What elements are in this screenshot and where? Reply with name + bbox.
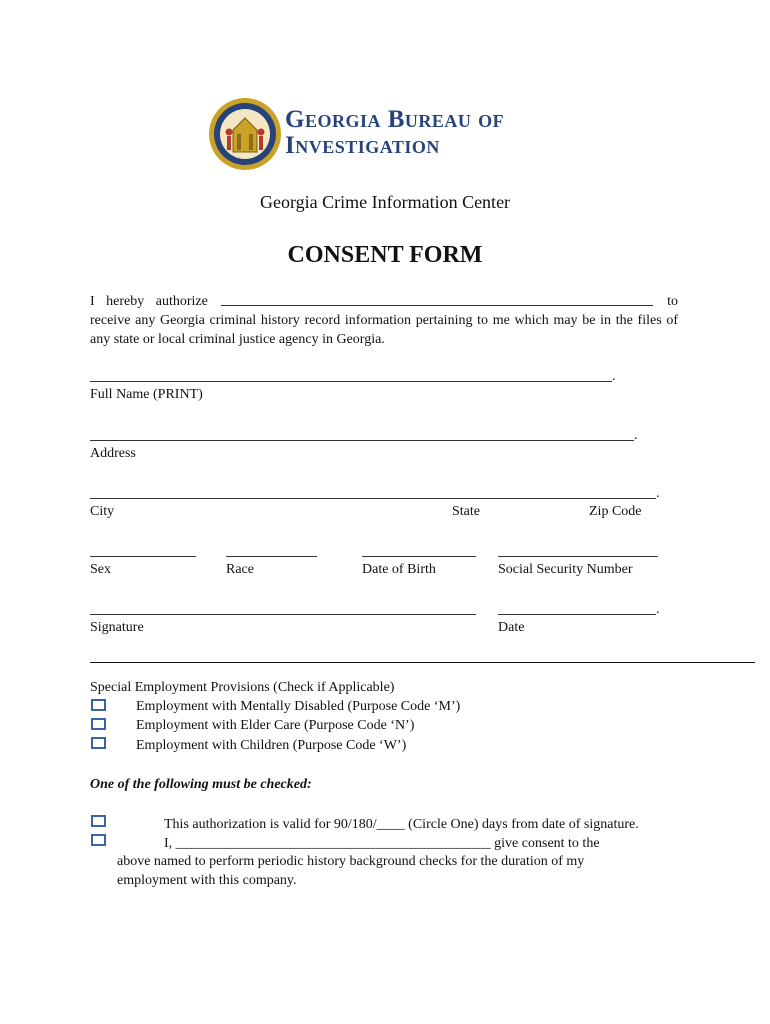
option-children: Employment with Children (Purpose Code ‘W’) <box>136 738 407 753</box>
periodic-consent-line3: employment with this company. <box>117 873 297 888</box>
validity-period-text: This authorization is valid for 90/180/____ (Circle One) days from date of signature. <box>164 817 639 832</box>
sex-field[interactable] <box>90 556 196 557</box>
sex-label: Sex <box>90 562 111 577</box>
periodic-consent-line2: above named to perform periodic history background checks for the duration of my <box>117 854 585 869</box>
option-elder-care: Employment with Elder Care (Purpose Code ‘N’) <box>136 718 415 733</box>
authorize-suffix: to <box>667 294 678 309</box>
date-line-period: . <box>656 602 660 617</box>
address-field[interactable] <box>90 440 634 441</box>
state-seal-icon <box>207 96 283 172</box>
ssn-label: Social Security Number <box>498 562 633 577</box>
zip-label: Zip Code <box>589 504 642 519</box>
address-label: Address <box>90 446 136 461</box>
authorization-paragraph <box>90 292 678 349</box>
signature-label: Signature <box>90 620 144 635</box>
race-label: Race <box>226 562 254 577</box>
signature-field[interactable] <box>90 614 476 615</box>
address-period: . <box>634 428 638 443</box>
periodic-consent-line1 <box>164 835 600 853</box>
full-name-field[interactable] <box>90 381 612 382</box>
authorization-body: receive any Georgia criminal history record information pertaining to me which may be in the files of any state or local criminal justice agency in Georgia. <box>90 313 678 347</box>
dob-field[interactable] <box>362 556 476 557</box>
authorized-party-field[interactable] <box>221 292 653 306</box>
state-label: State <box>452 504 480 519</box>
full-name-label: Full Name (PRINT) <box>90 387 203 402</box>
date-field[interactable] <box>498 614 656 615</box>
checkbox-validity-period[interactable] <box>91 815 106 827</box>
ssn-field[interactable] <box>498 556 658 557</box>
gbi-logo <box>207 96 567 172</box>
city-line-period: . <box>656 486 660 501</box>
logo-line-1: Georgia Bureau of <box>285 106 505 133</box>
special-provisions-heading: Special Employment Provisions (Check if Applicable) <box>90 680 395 695</box>
dob-label: Date of Birth <box>362 562 436 577</box>
form-title: CONSENT FORM <box>287 242 483 268</box>
checkbox-mentally-disabled[interactable] <box>91 699 106 711</box>
option-mentally-disabled: Employment with Mentally Disabled (Purpose Code ‘M’) <box>136 699 461 714</box>
checkbox-children[interactable] <box>91 737 106 749</box>
consent-prefix: I, <box>164 836 173 851</box>
checkbox-elder-care[interactable] <box>91 718 106 730</box>
consent-name-field[interactable]: _____________________________________________ <box>175 836 491 851</box>
subtitle: Georgia Crime Information Center <box>259 192 511 212</box>
section-divider <box>90 662 755 663</box>
city-state-zip-field[interactable] <box>90 498 656 499</box>
required-heading: One of the following must be checked: <box>90 777 312 792</box>
city-label: City <box>90 504 115 519</box>
full-name-period: . <box>612 369 616 384</box>
logo-line-2: Investigation <box>285 132 440 159</box>
race-field[interactable] <box>226 556 317 557</box>
checkbox-periodic-checks[interactable] <box>91 834 106 846</box>
authorize-prefix: I hereby authorize <box>90 294 208 309</box>
date-label: Date <box>498 620 525 635</box>
consent-suffix: give consent to the <box>494 836 600 851</box>
